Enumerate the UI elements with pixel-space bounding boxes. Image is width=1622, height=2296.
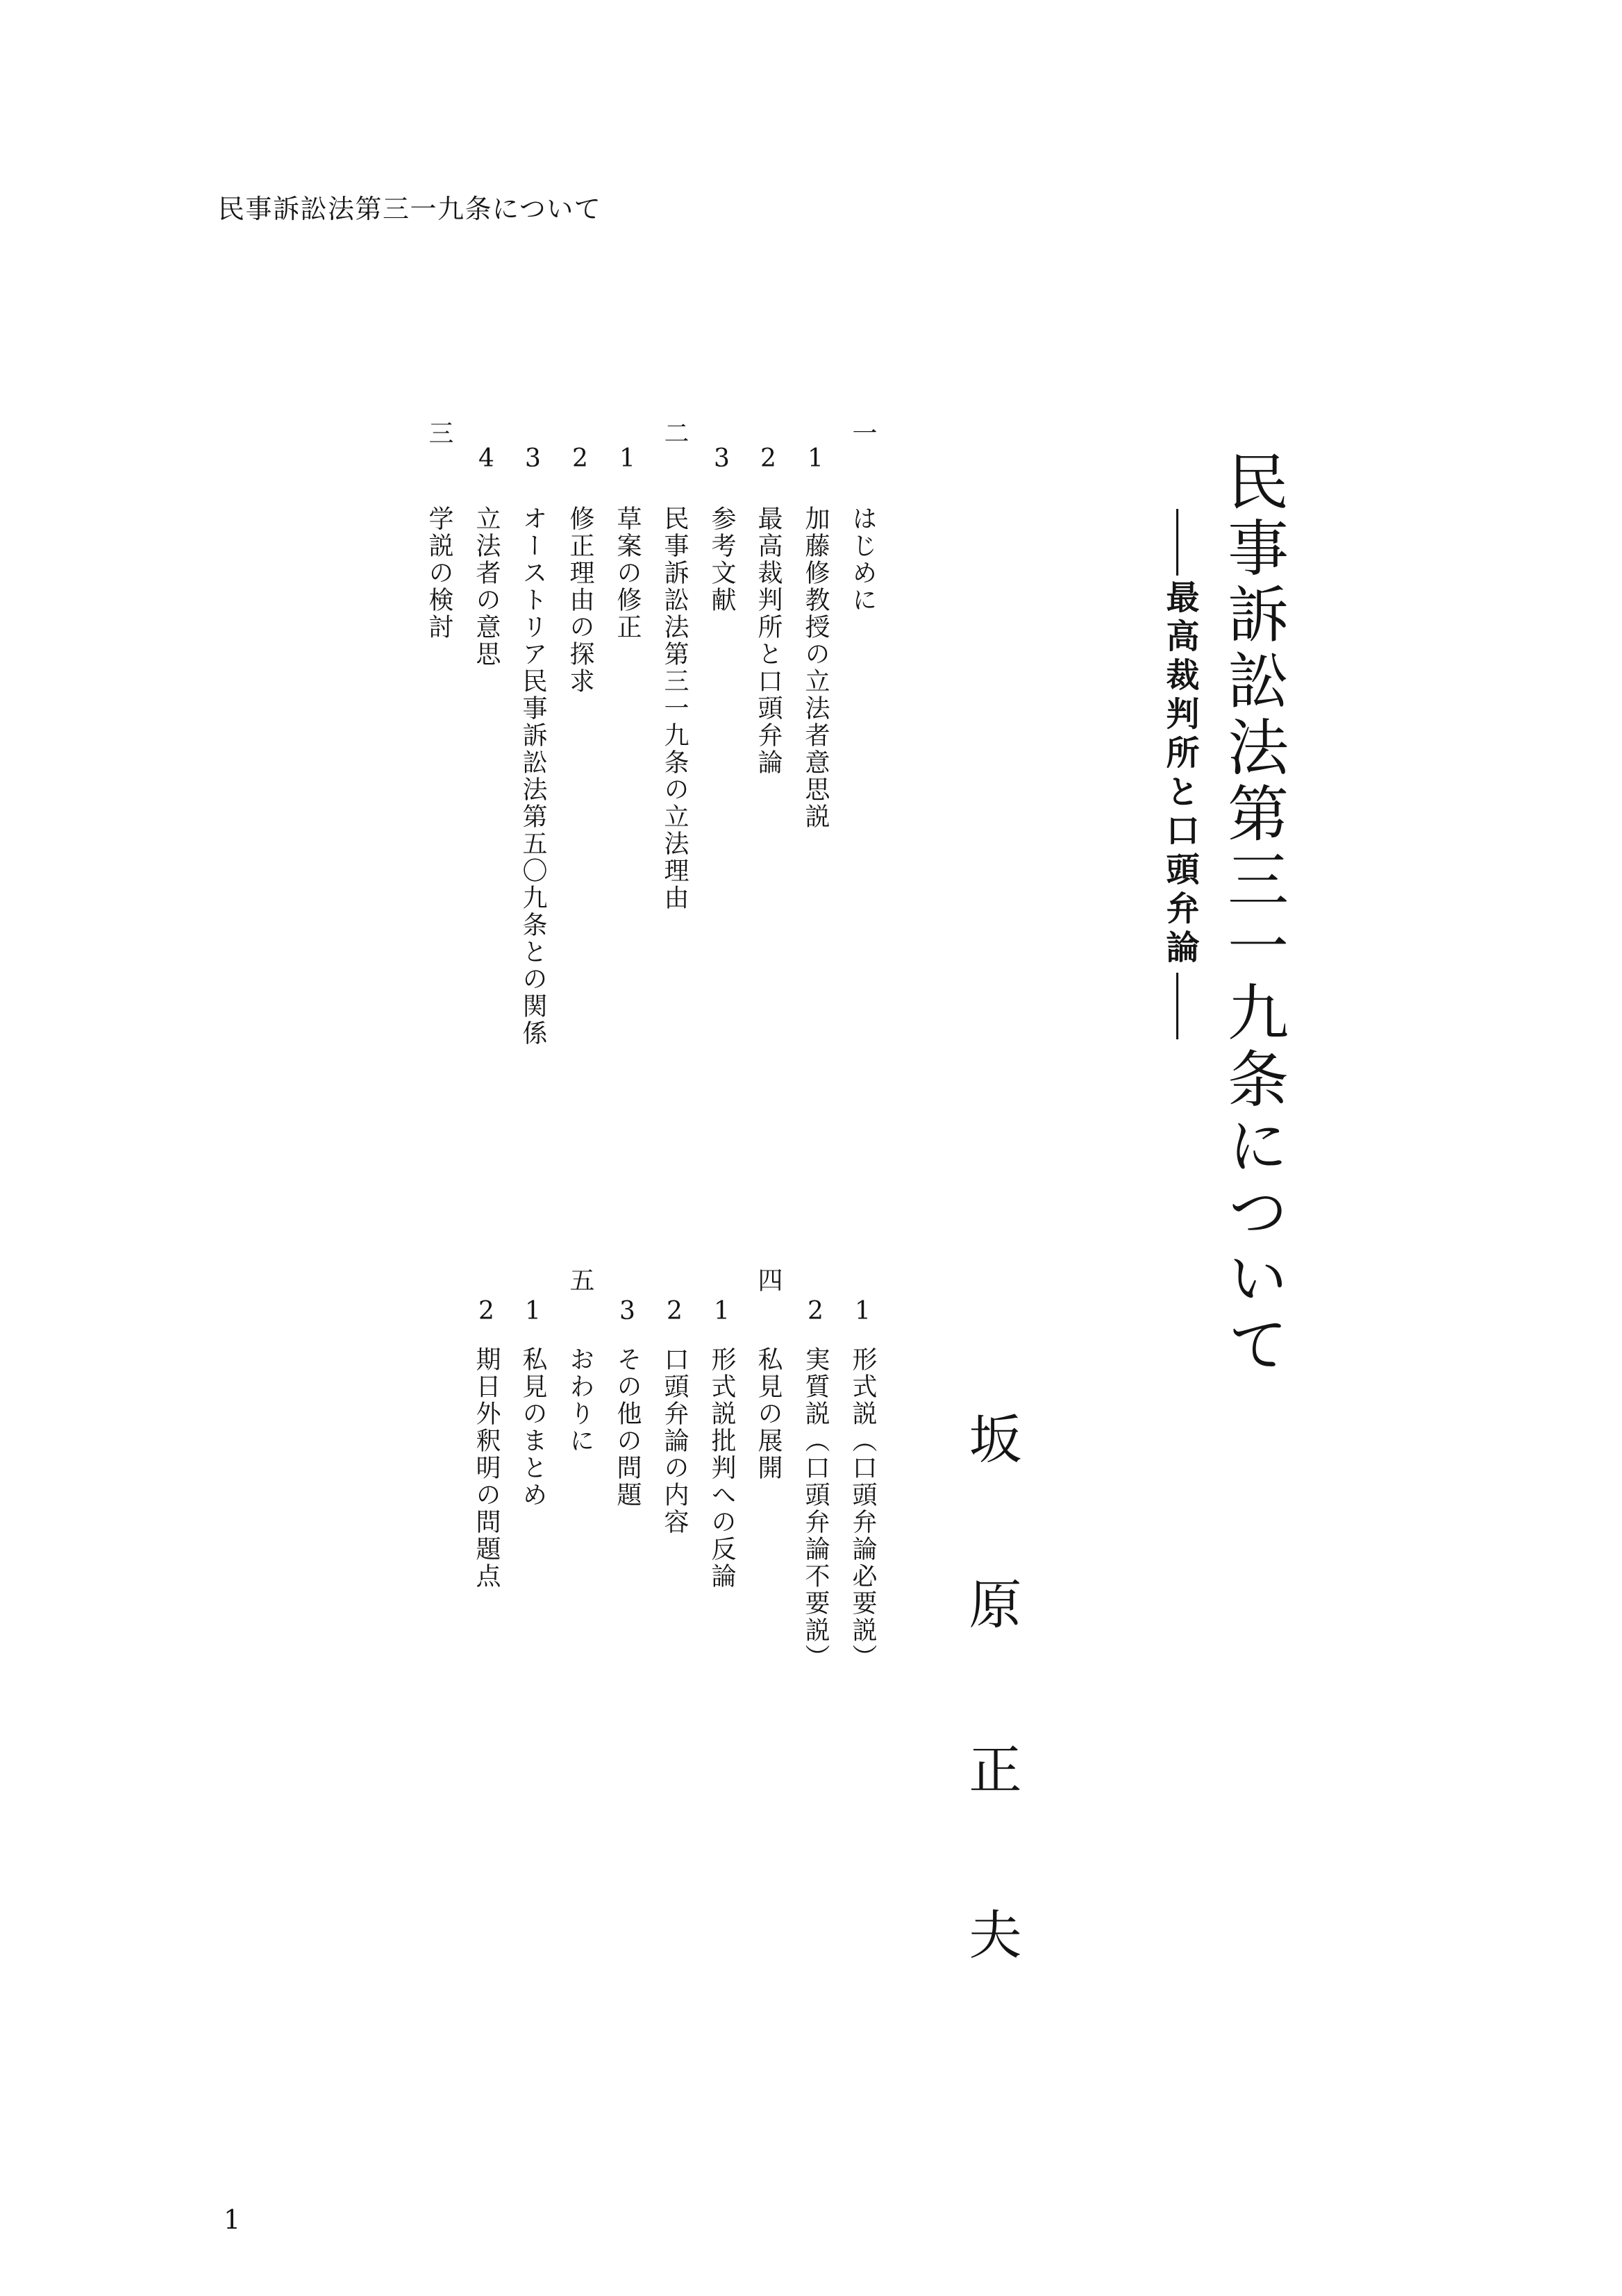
toc-label: 最高裁判所と口頭弁論 [754, 505, 783, 776]
toc-label: おわりに [566, 1346, 594, 1455]
toc-label: 民事訴訟法第三一九条の立法理由 [660, 505, 689, 912]
toc-label: 実質説（口頭弁論不要説） [801, 1346, 830, 1671]
toc-subsection-number: 3 [613, 1297, 642, 1325]
toc-label: 形式説批判への反論 [708, 1346, 736, 1590]
toc-subsection-number: 1 [519, 1297, 547, 1325]
toc-subsection-number: 4 [472, 444, 501, 473]
toc-label: 加藤修教授の立法者意思説 [801, 505, 830, 830]
article-subtitle [1160, 509, 1199, 1039]
toc-subsection-number: 2 [660, 1297, 689, 1325]
toc-subsection-number: 2 [801, 1297, 830, 1325]
toc-subsection-number: 1 [613, 444, 642, 473]
toc-label: 私見の展開 [754, 1346, 783, 1482]
toc-label: 口頭弁論の内容 [660, 1346, 689, 1536]
toc-label: 期日外釈明の問題点 [472, 1346, 501, 1590]
toc-label: 修正理由の探求 [566, 505, 594, 695]
page-number: 1 [224, 2204, 241, 2235]
author-name: 坂原正夫 [960, 1411, 1022, 2072]
toc-section-number: 五 [566, 1267, 594, 1292]
subtitle-dash-before: ―― [1160, 509, 1199, 576]
toc-label: はじめに [848, 505, 877, 614]
toc-label: オーストリア民事訴訟法第五〇九条との関係 [519, 505, 547, 1047]
toc-label: 私見のまとめ [519, 1346, 547, 1509]
toc-label: 草案の修正 [613, 505, 642, 641]
article-title: 民事訴訟法第三一九条について [1218, 450, 1289, 1380]
toc-label: 形式説（口頭弁論必要説） [848, 1346, 877, 1671]
toc-subsection-number: 2 [566, 444, 594, 473]
toc-subsection-number: 1 [801, 444, 830, 473]
toc-subsection-number: 1 [848, 1297, 877, 1325]
running-header: 民事訴訟法第三一九条について [218, 194, 602, 224]
toc-label: 学説の検討 [425, 505, 453, 641]
toc-subsection-number: 1 [708, 1297, 736, 1325]
toc-label: その他の問題 [613, 1346, 642, 1509]
toc-subsection-number: 3 [519, 444, 547, 473]
toc-label: 参考文献 [708, 505, 736, 614]
toc-subsection-number: 2 [472, 1297, 501, 1325]
toc-section-number: 二 [660, 420, 689, 445]
toc-label: 立法者の意思 [472, 505, 501, 668]
subtitle-text: 最高裁判所と口頭弁論 [1160, 580, 1199, 969]
toc-section-number: 四 [754, 1267, 783, 1292]
toc-subsection-number: 3 [708, 444, 736, 473]
toc-section-number: 一 [848, 420, 877, 445]
subtitle-dash-after: ―― [1160, 973, 1199, 1039]
toc-subsection-number: 2 [754, 444, 783, 473]
toc-section-number: 三 [425, 420, 453, 445]
